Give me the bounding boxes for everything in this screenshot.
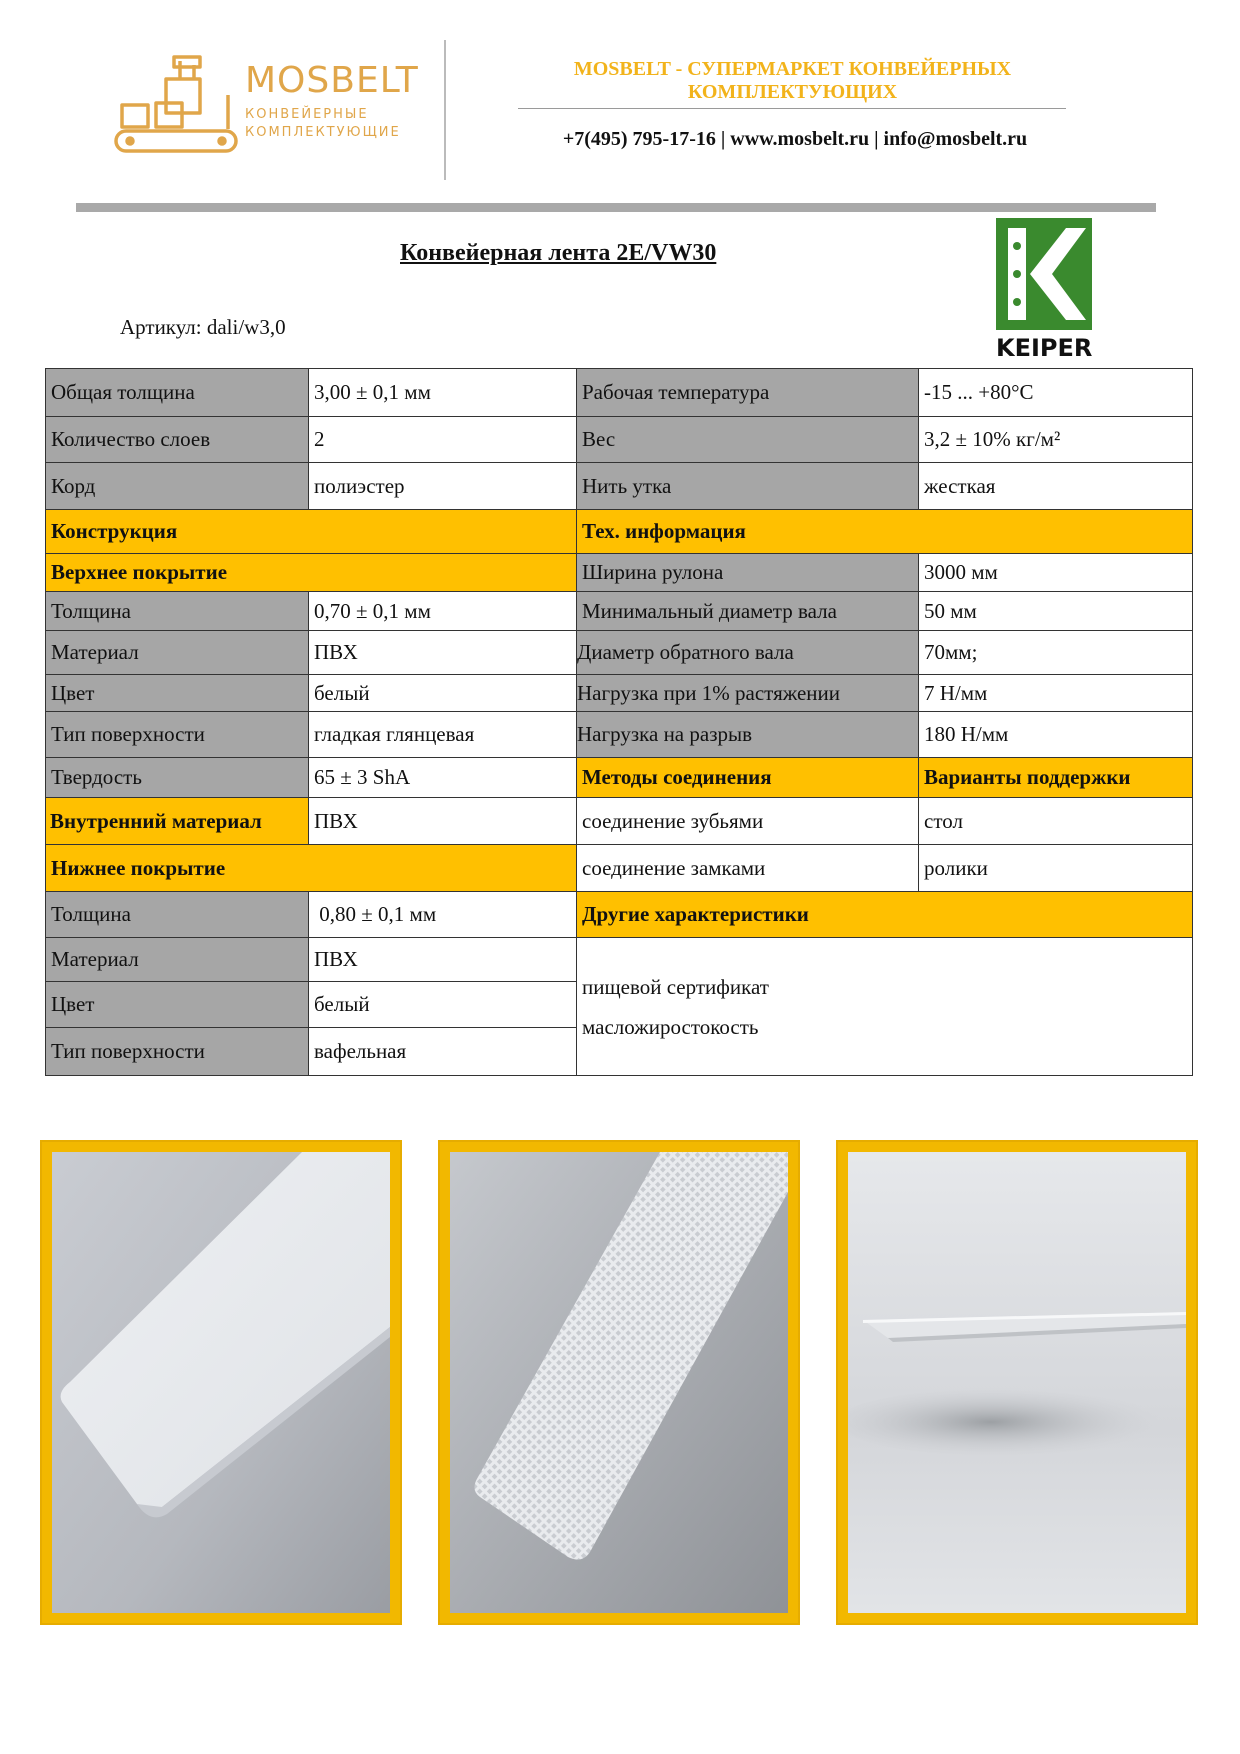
cell-value: жесткая — [919, 463, 1193, 510]
table-row — [46, 938, 1193, 982]
cell-value: ПВХ — [309, 798, 577, 845]
table-row — [46, 631, 1193, 675]
slogan — [520, 58, 1065, 104]
table-row — [46, 369, 1193, 417]
photo-smooth-belt — [52, 1152, 390, 1613]
cell-value: 70мм; — [919, 631, 1193, 675]
photo-top-surface — [40, 1140, 402, 1625]
cell-label: Нагрузка при 1% растяжении — [577, 675, 919, 712]
slogan-line-2: КОМПЛЕКТУЮЩИХ — [687, 81, 898, 103]
cell-label: Толщина — [46, 892, 309, 938]
cell-value: белый — [309, 982, 577, 1028]
cell-value: 3,00 ± 0,1 мм — [309, 369, 577, 417]
logo-name: MOSBELT — [245, 60, 419, 101]
cell-value: 7 Н/мм — [919, 675, 1193, 712]
cell-value: 0,80 ± 0,1 мм — [309, 892, 577, 938]
table-row — [46, 712, 1193, 758]
cell-label: Диаметр обратного вала — [577, 631, 919, 675]
cell-value: 3000 мм — [919, 554, 1193, 592]
page-title: Конвейерная лента 2E/VW30 — [400, 240, 717, 266]
spec-table — [45, 368, 1193, 1076]
cell-label: Вес — [577, 417, 919, 463]
photo-belt-edge — [836, 1140, 1198, 1625]
table-row — [46, 592, 1193, 631]
cell-label: Тип поверхности — [46, 1028, 309, 1076]
cell-label: Твердость — [46, 758, 309, 798]
cell-value: соединение зубьями — [577, 798, 919, 845]
cell-value: гладкая глянцевая — [309, 712, 577, 758]
section-header: Варианты поддержки — [919, 758, 1193, 798]
cell-value: ролики — [919, 845, 1193, 892]
cell-label: Рабочая температура — [577, 369, 919, 417]
logo-subtitle-1: КОНВЕЙЕРНЫЕ — [245, 107, 369, 122]
keiper-logo — [996, 218, 1092, 363]
cell-value: 2 — [309, 417, 577, 463]
cell-label: Нить утка — [577, 463, 919, 510]
table-row — [46, 675, 1193, 712]
cell-value: вафельная — [309, 1028, 577, 1076]
photo-bottom-surface — [438, 1140, 800, 1625]
cell-value: -15 ... +80°С — [919, 369, 1193, 417]
table-row — [46, 510, 1193, 554]
cell-value: 65 ± 3 ShA — [309, 758, 577, 798]
table-row — [46, 554, 1193, 592]
cell-label: Цвет — [46, 675, 309, 712]
slogan-line-1: MOSBELT - СУПЕРМАРКЕТ КОНВЕЙЕРНЫХ — [573, 58, 1012, 80]
mosbelt-logo-text — [245, 62, 419, 142]
cell-label: Ширина рулона — [577, 554, 919, 592]
other-characteristics — [577, 938, 1193, 1076]
other-item: пищевой сертификат — [582, 974, 769, 999]
cell-value: стол — [919, 798, 1193, 845]
cell-label: Материал — [46, 631, 309, 675]
table-row — [46, 463, 1193, 510]
brand-name: KEIPER — [996, 334, 1093, 362]
cell-value: 50 мм — [919, 592, 1193, 631]
table-row — [46, 892, 1193, 938]
section-header: Другие характеристики — [577, 892, 1193, 938]
cell-label: Минимальный диаметр вала — [577, 592, 919, 631]
cell-value: соединение замками — [577, 845, 919, 892]
cell-value: ПВХ — [309, 938, 577, 982]
cell-label: Корд — [46, 463, 309, 510]
cell-label: Толщина — [46, 592, 309, 631]
cell-label: Материал — [46, 938, 309, 982]
table-row — [46, 845, 1193, 892]
table-row — [46, 417, 1193, 463]
section-header: Методы соединения — [577, 758, 919, 798]
cell-value: 3,2 ± 10% кг/м² — [919, 417, 1193, 463]
section-header: Верхнее покрытие — [46, 554, 577, 592]
cell-label: Цвет — [46, 982, 309, 1028]
section-header: Нижнее покрытие — [46, 845, 577, 892]
cell-value: 0,70 ± 0,1 мм — [309, 592, 577, 631]
logo-subtitle-2: КОМПЛЕКТУЮЩИЕ — [245, 125, 401, 140]
other-item: масложиростокость — [582, 1014, 759, 1039]
cell-label: Количество слоев — [46, 417, 309, 463]
article-number: Артикул: dali/w3,0 — [120, 315, 286, 339]
cell-value: полиэстер — [309, 463, 577, 510]
cell-value: белый — [309, 675, 577, 712]
contacts: +7(495) 795-17-16 | www.mosbelt.ru | info@mosbelt.ru — [562, 128, 1028, 150]
table-row — [46, 758, 1193, 798]
header-divider — [444, 40, 446, 180]
slogan-rule — [518, 108, 1066, 109]
section-header: Тех. информация — [577, 510, 1193, 554]
header-rule — [76, 203, 1156, 212]
cell-label: Нагрузка на разрыв — [577, 712, 919, 758]
photo-waffle-belt — [450, 1152, 788, 1613]
section-header: Конструкция — [46, 510, 577, 554]
cell-label: Тип поверхности — [46, 712, 309, 758]
cell-value: 180 Н/мм — [919, 712, 1193, 758]
cell-label: Общая толщина — [46, 369, 309, 417]
table-row — [46, 798, 1193, 845]
cell-label: Внутренний материал — [46, 798, 309, 845]
photo-belt-profile — [848, 1152, 1186, 1613]
cell-value: ПВХ — [309, 631, 577, 675]
